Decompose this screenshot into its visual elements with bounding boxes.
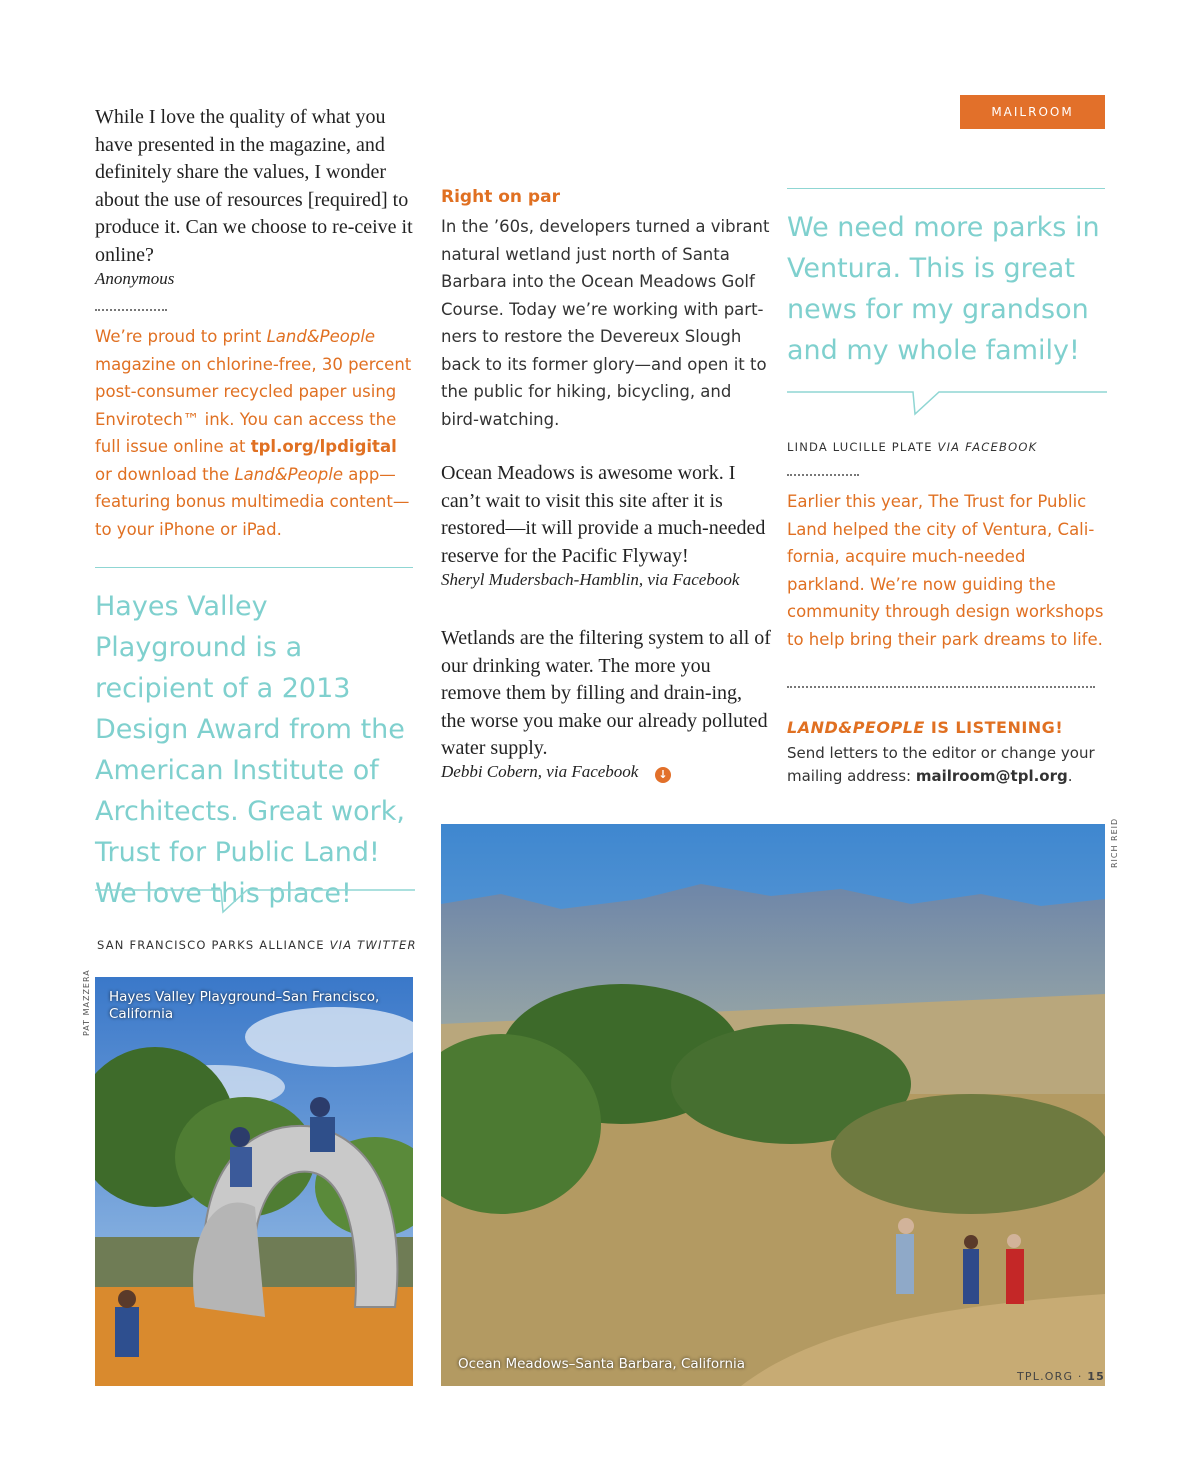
- page-footer: TPL.ORG · 15: [1016, 1370, 1105, 1383]
- photo-credit: RICH REID: [1110, 817, 1119, 868]
- right-on-par-body: In the ’60s, developers turned a vibrant natural wetland just north of Santa Barbara into the Ocean Meadows Golf Course. Today we’re working with part-ners to restore the Devereux Slough back to its former glory—and open it to the public for hiking, bicycling, and bird-watching.: [441, 217, 770, 429]
- letter-cobern-signature: Debbi Cobern, via Facebook: [441, 762, 639, 781]
- ventura-note: Earlier this year, The Trust for Public Land helped the city of Ventura, Cali-fornia, acquire much-needed parkland. We’re now guiding the community through design workshops to help bring their park dreams to life.: [787, 492, 1104, 649]
- photo-caption: Ocean Meadows–Santa Barbara, California: [458, 1356, 746, 1372]
- listening-body: Send letters to the editor or change your mailing address: mailroom@tpl.org.: [787, 744, 1095, 785]
- divider-dots: [95, 309, 167, 311]
- quote-rule: [787, 188, 1105, 189]
- letter-hamblin-text: Ocean Meadows is awesome work. I can’t wait to visit this site after it is restored—it will provide a much-needed reserve for the Pacific Flyway!: [441, 462, 766, 567]
- divider-dots: [787, 686, 1095, 688]
- speech-bubble-tail: [787, 372, 1107, 416]
- speech-bubble-tail: [95, 876, 415, 916]
- quote-attribution: SAN FRANCISCO PARKS ALLIANCE VIA TWITTER: [97, 938, 417, 952]
- digital-issue-link[interactable]: tpl.org/lpdigital: [250, 437, 397, 456]
- print-note: We’re proud to print Land&People magazine on chlorine-free, 30 percent post-consumer recycled paper using Envirotech™ ink. You can access the full issue online at tpl.org/lpdigital or download the Land&People app—featuring bonus multimedia content—to your iPhone or iPad.: [95, 327, 412, 539]
- mailroom-email-link[interactable]: mailroom@tpl.org: [915, 767, 1068, 785]
- pull-quote-ventura: We need more parks in Ventura. This is great news for my grandson and my whole family!: [787, 212, 1100, 366]
- letter-anonymous-text: While I love the quality of what you have presented in the magazine, and definitely share the values, I wonder about the use of resources [required] to produce it. Can we choose to re-ceive it online?: [95, 106, 413, 266]
- page-number: 15: [1087, 1370, 1105, 1383]
- photo-ocean-meadows: [441, 824, 1105, 1386]
- right-on-par-heading: Right on par: [441, 187, 560, 207]
- listening-heading: LAND&PEOPLE IS LISTENING!: [787, 718, 1064, 737]
- photo-caption: Hayes Valley Playground–San Francisco, California: [109, 989, 380, 1022]
- photo-credit: PAT MAZZERA: [82, 969, 91, 1036]
- photo-hayes-valley-playground: [95, 977, 413, 1386]
- letter-hamblin-signature: Sheryl Mudersbach-Hamblin, via Facebook: [441, 570, 740, 589]
- quote-attribution: LINDA LUCILLE PLATE VIA FACEBOOK: [787, 440, 1038, 454]
- quote-rule: [95, 567, 413, 568]
- section-tag: MAILROOM: [960, 95, 1105, 129]
- end-of-article-icon: ↓: [655, 767, 671, 783]
- pull-quote-hayes-valley: Hayes Valley Playground is a recipient of a 2013 Design Award from the American Institute of Architects. Great work, Trust for Public Land! We love this place!: [95, 591, 405, 909]
- letter-cobern-text: Wetlands are the filtering system to all of our drinking water. The more you remove them by filling and drain-ing, the worse you make our already polluted water supply.: [441, 627, 771, 759]
- letter-anonymous-signature: Anonymous: [95, 269, 175, 288]
- divider-dots: [787, 474, 859, 476]
